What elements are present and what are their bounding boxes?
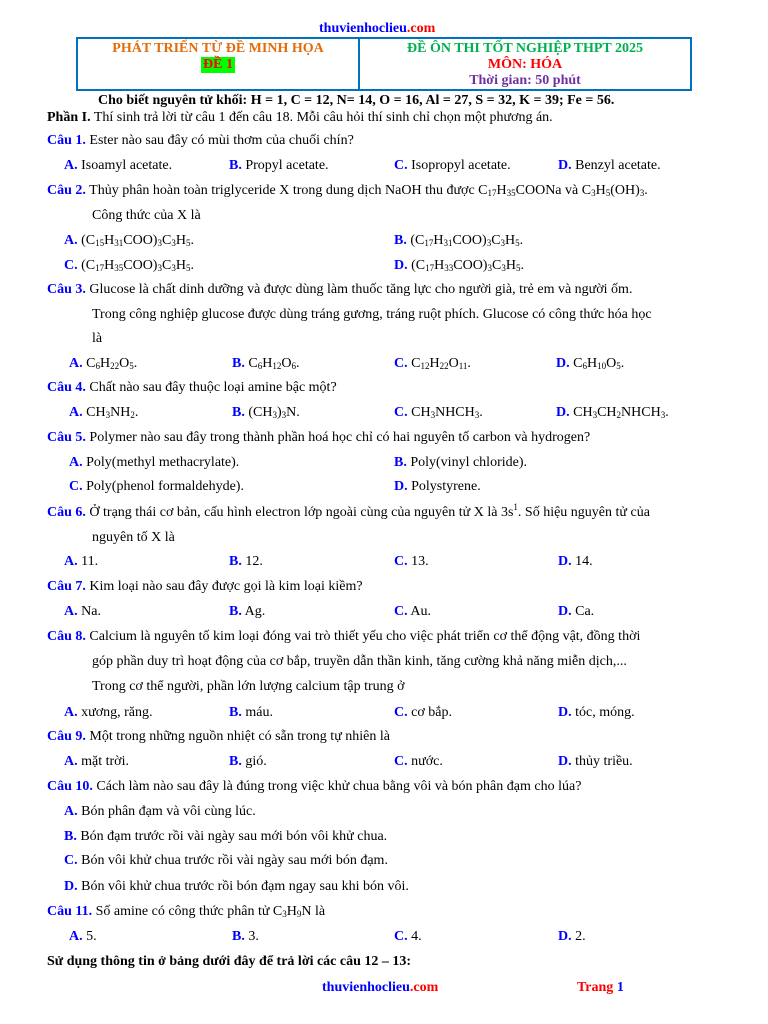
exam-duration: Thời gian: 50 phút <box>469 73 581 88</box>
q8-option-d[interactable]: D. tóc, móng. <box>558 705 635 720</box>
site-name: thuvienhoclieu <box>319 21 407 36</box>
q5-option-d[interactable]: D. Polystyrene. <box>394 479 481 494</box>
q1-option-d[interactable]: D. Benzyl acetate. <box>558 158 661 173</box>
q10-option-a[interactable]: A. Bón phân đạm và vôi cùng lúc. <box>64 804 256 819</box>
q4-option-a[interactable]: A. $CH_3NH_2$. <box>69 405 139 420</box>
part-1-label: Phần I. <box>47 110 91 125</box>
q2-option-a[interactable]: A. $(C_{15}H_{31}COO)_3C_3H_5$. <box>64 233 194 248</box>
q1-option-a[interactable]: A. Isoamyl acetate. <box>64 158 173 173</box>
q8-option-b[interactable]: B. máu. <box>229 705 273 720</box>
q4-option-b[interactable]: B. $(CH_3)_3N$. <box>232 405 300 420</box>
header-right-cell <box>360 39 690 89</box>
q7-option-a[interactable]: A. Na. <box>64 604 101 619</box>
part-1-text: Thí sinh trả lời từ câu 1 đến câu 18. Mỗi câu hỏi thí sinh chỉ chọn một phương án. <box>93 110 553 125</box>
q4-option-c[interactable]: C. $CH_3NHCH_3$. <box>394 405 483 420</box>
q6-option-c[interactable]: C. 13. <box>394 554 429 569</box>
question-3-line-2: Trong công nghiệp glucose được dùng tráng gương, tráng ruột phích. Glucose có công thức hóa học <box>92 307 652 322</box>
q10-option-b[interactable]: B. Bón đạm trước rồi vài ngày sau mới bón vôi khử chua. <box>64 829 388 844</box>
q6-option-a[interactable]: A. 11. <box>64 554 99 569</box>
question-2: Câu 2. Thủy phân hoàn toàn triglyceride X trong dung dịch NaOH thu được $C_{17}H_{35}COONa$ và $C_3H_5(OH)_3$. <box>47 183 648 198</box>
page-num: 1 <box>616 980 624 995</box>
question-2-line-2: Công thức của X là <box>92 208 201 223</box>
q1-option-b[interactable]: B. Propyl acetate. <box>229 158 329 173</box>
q3-option-a[interactable]: A. $C_6H_{22}O_5$. <box>69 356 138 371</box>
site-tld: .com <box>406 21 436 36</box>
q2-option-d[interactable]: D. $(C_{17}H_{33}COO)_3C_3H_5$. <box>394 258 524 273</box>
q3-option-c[interactable]: C. $C_{12}H_{22}O_{11}$. <box>394 356 471 371</box>
part-1-instructions <box>47 110 553 126</box>
footer-site-tld: .com <box>409 980 439 995</box>
exam-subject: MÔN: HÓA <box>487 57 563 72</box>
q8-option-c[interactable]: C. cơ bắp. <box>394 705 452 720</box>
q11-option-b[interactable]: B. 3. <box>232 929 259 944</box>
question-1 <box>47 133 354 149</box>
question-11: Câu 11. Số amine có công thức phân tử $C_3H_9N$ là <box>47 904 326 919</box>
question-10: Câu 10. Cách làm nào sau đây là đúng trong việc khử chua bằng vôi và bón phân đạm cho lúa? <box>47 779 582 794</box>
q5-option-a[interactable]: A. Poly(methyl methacrylate). <box>69 455 240 470</box>
question-6: Câu 6. Ở trạng thái cơ bản, cấu hình electron lớp ngoài cùng của nguyên tử X là $3s^1$. Số hiệu nguyên tử của <box>47 502 650 520</box>
q10-option-d[interactable]: D. Bón vôi khử chua trước rồi bón đạm ngay sau khi bón vôi. <box>64 879 409 894</box>
question-number: Câu 1. <box>47 133 86 148</box>
question-text: Ester nào sau đây có mùi thơm của chuối chín? <box>89 133 354 148</box>
q3-option-d[interactable]: D. $C_6H_{10}O_5$. <box>556 356 625 371</box>
question-9: Câu 9. Một trong những nguồn nhiệt có sẵn trong tự nhiên là <box>47 729 390 744</box>
q11-option-c[interactable]: C. 4. <box>394 929 422 944</box>
q5-option-c[interactable]: C. Poly(phenol formaldehyde). <box>69 479 244 494</box>
q4-option-d[interactable]: D. $CH_3CH_2NHCH_3$. <box>556 405 669 420</box>
site-footer-link[interactable] <box>322 980 438 996</box>
q1-option-c[interactable]: C. Isopropyl acetate. <box>394 158 511 173</box>
question-8-line-3: Trong cơ thể người, phần lớn lượng calcium tập trung ở <box>92 679 405 694</box>
exam-title: ĐỀ ÔN THI TỐT NGHIỆP THPT 2025 <box>407 41 643 56</box>
exam-number: ĐỀ 1 <box>203 57 233 72</box>
question-5: Câu 5. Polymer nào sau đây trong thành phần hoá học chỉ có hai nguyên tố carbon và hydrogen? <box>47 430 591 445</box>
q7-option-b[interactable]: B. Ag. <box>229 604 266 619</box>
q11-option-d[interactable]: D. 2. <box>558 929 586 944</box>
question-6-line-2: nguyên tố X là <box>92 530 175 545</box>
table-intro: Sử dụng thông tin ở bảng dưới đây để trả lời các câu 12 – 13: <box>47 954 412 969</box>
atomic-masses: Cho biết nguyên tử khối: H = 1, C = 12, N= 14, O = 16, Al = 27, S = 32, K = 39; Fe = 56. <box>98 93 615 108</box>
page-number <box>577 980 624 996</box>
question-3-line-3: là <box>92 331 103 346</box>
site-header-link[interactable] <box>319 21 435 37</box>
q11-option-a[interactable]: A. 5. <box>69 929 97 944</box>
question-8-line-2: góp phần duy trì hoạt động của cơ bắp, truyền dẫn thần kinh, tăng cường khả năng miễn dịch,... <box>92 654 627 669</box>
footer-site-name: thuvienhoclieu <box>322 980 410 995</box>
page-label: Trang <box>577 980 614 995</box>
q8-option-a[interactable]: A. xương, răng. <box>64 705 153 720</box>
q7-option-c[interactable]: C. Au. <box>394 604 431 619</box>
q5-option-b[interactable]: B. Poly(vinyl chloride). <box>394 455 527 470</box>
q6-option-d[interactable]: D. 14. <box>558 554 593 569</box>
q10-option-c[interactable]: C. Bón vôi khử chua trước rồi vài ngày sau mới bón đạm. <box>64 853 388 868</box>
q9-option-a[interactable]: A. mặt trời. <box>64 754 129 769</box>
question-7: Câu 7. Kim loại nào sau đây được gọi là kim loại kiềm? <box>47 579 363 594</box>
q9-option-d[interactable]: D. thủy triều. <box>558 754 633 769</box>
question-4: Câu 4. Chất nào sau đây thuộc loại amine bậc một? <box>47 380 337 395</box>
question-3: Câu 3. Glucose là chất dinh dưỡng và được dùng làm thuốc tăng lực cho người già, trẻ em và người ốm. <box>47 282 633 297</box>
header-source: PHÁT TRIỂN TỪ ĐỀ MINH HỌA <box>112 41 324 56</box>
header-left-cell <box>78 39 360 89</box>
q3-option-b[interactable]: B. $C_6H_{12}O_6$. <box>232 356 300 371</box>
q9-option-c[interactable]: C. nước. <box>394 754 443 769</box>
q2-option-b[interactable]: B. $(C_{17}H_{31}COO)_3C_3H_5$. <box>394 233 524 248</box>
q9-option-b[interactable]: B. gió. <box>229 754 267 769</box>
q6-option-b[interactable]: B. 12. <box>229 554 263 569</box>
exam-header-box <box>76 37 692 91</box>
q7-option-d[interactable]: D. Ca. <box>558 604 595 619</box>
question-8: Câu 8. Calcium là nguyên tố kim loại đóng vai trò thiết yếu cho việc phát triển cơ thể động vật, đồng thời <box>47 629 641 644</box>
q2-option-c[interactable]: C. $(C_{17}H_{35}COO)_3C_3H_5$. <box>64 258 194 273</box>
